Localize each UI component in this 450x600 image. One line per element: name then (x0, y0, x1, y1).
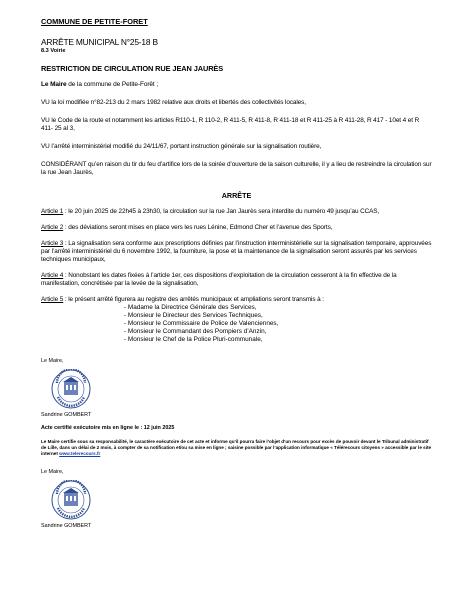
article-1-text: : le 20 juin 2025 de 22h45 à 23h30, la circulation sur la rue Jan Jaurès sera interdite du numéro 49 jusqu’au CCAS, (63, 208, 380, 215)
signature-block-2 (41, 469, 432, 530)
recipient-item: - Monsieur le Directeur des Services Techniques, (124, 312, 263, 319)
recipient-list (41, 304, 432, 344)
recipient-item: - Monsieur le Commandant des Pompiers d’Anzin, (124, 328, 267, 335)
commune-name: COMMUNE DE PETITE-FORET (41, 17, 148, 26)
mairie-seal-icon (51, 369, 91, 409)
article-4 (41, 272, 432, 288)
article-4-text: : Nonobstant les dates fixées à l’article 1er, ces dispositions d’exploitation de la circulation cesseront à la fin effective de la manifestation, concrétisée par la levée de la signalisation, (41, 272, 397, 287)
article-2-text: : des déviations seront mises en place vers les rues Lénine, Edmond Cher et l’avenue des Sports, (63, 224, 333, 231)
visa-3: VU l’arrêté interministériel modifié du 24/11/67, portant instruction générale sur la signalisation routière, (41, 143, 322, 150)
online-date: Acte certifié exécutoire mis en ligne le : 12 juin 2025 (41, 424, 175, 431)
recipient-item: - Monsieur le Commissaire de Police de Valenciennes, (124, 320, 279, 327)
signatory-name: Sandrine GOMBERT (41, 411, 92, 418)
telerecours-link[interactable]: www.telerecours.fr (59, 451, 101, 457)
signature-title: Le Maire, (41, 358, 64, 364)
document-title: RESTRICTION DE CIRCULATION RUE JEAN JAURÈS (41, 64, 224, 73)
article-3-text: : La signalisation sera conforme aux prescriptions définies par l’instruction interministérielle sur la signalisation temporaire, approuvées par l’arrêté interministériel du 6 novembre 1992, la fourniture, la pose et la maintenance de la signalisation seront assurés par les services techniques municipaux, (41, 240, 432, 263)
arrete-number: ARRÊTE MUNICIPAL N°25-18 B (41, 37, 158, 47)
article-1-label: Article 1 (41, 208, 64, 215)
signature-block (41, 358, 432, 419)
section-code: 8.3 Voirie (41, 48, 66, 54)
legal-notice-text: Le Maire certifie sous sa responsabilité, le caractère exécutoire de cet acte et informe qu’il pourra faire l’objet d’un recours pour excès de pouvoir devant le Tribunal administratif de Lille, dans un délai de 2 mois, à compter de sa notification et/ou sa mise en ligne ; saisine possible par l’application informatique « Télérecours citoyens » accessible par le site internet (41, 439, 432, 457)
signature-title-2: Le Maire, (41, 469, 64, 476)
article-4-label: Article 4 (41, 272, 64, 279)
article-2-label: Article 2 (41, 224, 64, 231)
mairie-seal-icon (51, 480, 91, 520)
article-5-text: : le présent arrêté figurera au registre des arrêtés municipaux et ampliations seront transmis à : (63, 296, 324, 303)
article-5 (41, 296, 432, 304)
visa-2: VU le Code de la route et notamment les articles R110-1, R 110-2, R 411-5, R 411-8, R 411-18 et R 411-25 à R 411-28, R 417 - 10et 4 et R 411- 25 al 3, (41, 117, 420, 132)
visa-1: VU la loi modifiée n°82-213 du 2 mars 1982 relative aux droits et libertés des collectivités locales, (41, 99, 306, 106)
article-2 (41, 224, 432, 232)
maire-rest: de la commune de Petite-Forêt ; (66, 81, 159, 88)
legal-notice (41, 439, 432, 457)
article-3-label: Article 3 (41, 240, 64, 247)
maire-line (41, 81, 432, 89)
recipient-item: - Madame la Directrice Générale des Services, (124, 304, 257, 311)
article-1 (41, 208, 432, 216)
recipient-item: - Monsieur le Chef de la Police Pluri-communale, (124, 336, 263, 343)
signatory-name-2: Sandrine GOMBERT (41, 523, 92, 530)
maire-lead: Le Maire (41, 81, 67, 88)
considerant: CONSIDÉRANT qu’en raison du tir du feu d’artifice lors de la soirée d’ouverture de la saison culturelle, il y a lieu de restreindre la circulation sur la rue Jean Jaurès, (41, 161, 432, 176)
arrete-heading: ARRÊTE (221, 191, 252, 200)
article-5-label: Article 5 (41, 296, 64, 303)
article-3 (41, 240, 432, 264)
